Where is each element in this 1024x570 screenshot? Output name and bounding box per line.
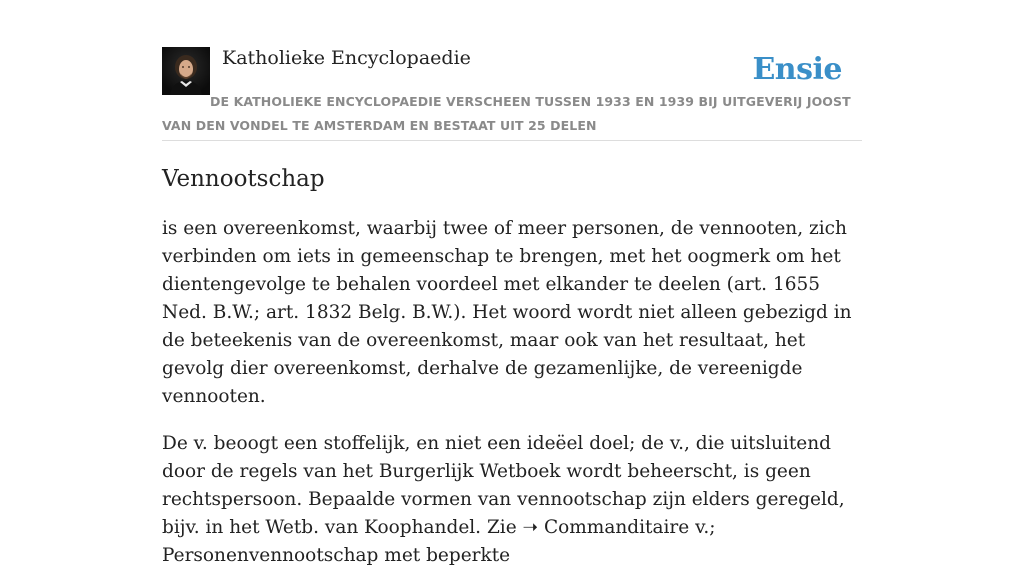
brand-logo[interactable]: Ensie [752,52,842,87]
arrow-right-icon: ➝ [522,517,539,538]
avatar[interactable] [162,47,210,95]
article-paragraph: is een overeenkomst, waarbij twee of meer personen, de vennooten, zich verbinden om iets in gemeenschap te brengen, met het oogmerk om het dientengevolge te behalen voordeel met elkander te deelen (art. 1655 Ned. B.W.; art. 1832 Belg. B.W.). Het woord wordt niet alleen gebezigd in de beteekenis van de overeenkomst, maar ook van het resultaat, het gevolg dier overeenkomst, derhalve de gezamenlijke, de vereenigde vennooten. [162,218,852,407]
site-header [162,46,862,141]
portrait-avatar-icon [162,47,210,95]
link-separator: ; [709,517,716,538]
page-title: Vennootschap [162,166,325,192]
article-paragraph [162,430,862,570]
site-description: DE KATHOLIEKE ENCYCLOPAEDIE VERSCHEEN TUSSEN 1933 EN 1939 BIJ UITGEVERIJ JOOST VAN DEN VONDEL TE AMSTERDAM EN BESTAAT UIT 25 DELEN [162,94,851,133]
paragraph-text: De v. beoogt een stoffelijk, en niet een ideëel doel; de v., die uitsluitend door de regels van het Burgerlijk Wetboek wordt beheerscht, is geen rechtspersoon. Bepaalde vormen van vennootschap zijn elders geregeld, bijv. in het Wetb. van Koophandel. Zie [162,433,845,538]
site-title[interactable]: Katholieke Encyclopaedie [222,47,471,69]
link-commanditaire[interactable]: Commanditaire v. [543,517,710,538]
link-personenvennootschap[interactable]: Personenvennootschap met beperkte [162,545,511,566]
article [162,160,862,570]
